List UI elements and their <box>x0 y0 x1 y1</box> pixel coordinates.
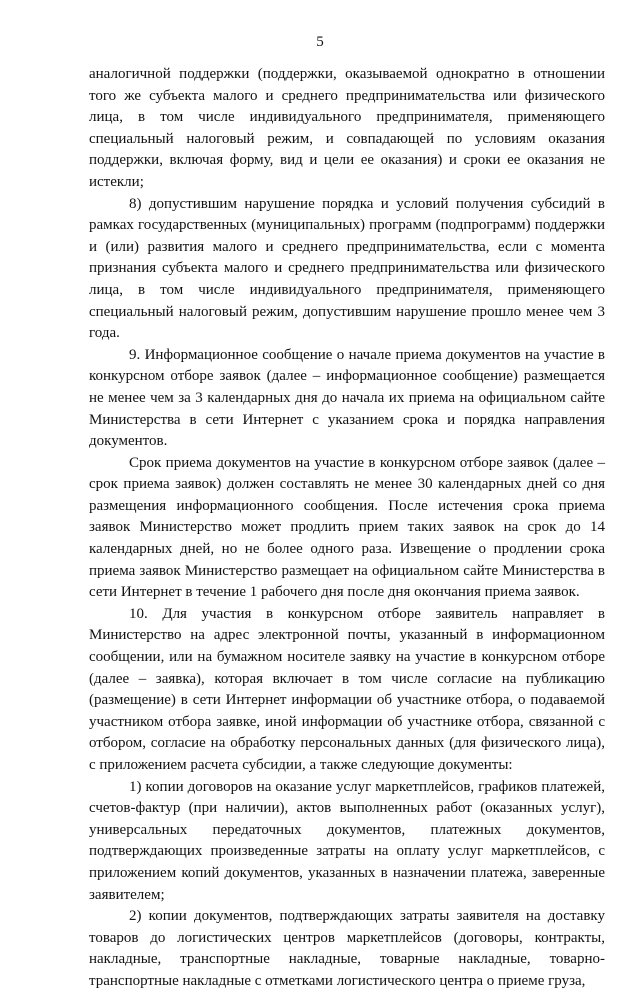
paragraph-item-8: 8) допустившим нарушение порядка и условий получения субсидий в рамках государственных (муниципальных) программ (подпрограмм) поддержки и (или) развития малого и среднего предпринимательства, если с момента признания субъекта малого и среднего предпринимательства или физического лица, в том числе индивидуального предпринимателя, применяющего специальный налоговый режим, допустившим нарушение прошло менее чем 3 года. <box>89 195 605 342</box>
paragraph-item-1: 1) копии договоров на оказание услуг маркетплейсов, графиков платежей, счетов-фактур (при наличии), актов выполненных работ (оказанных услуг), универсальных передаточных документов, платежных документов, подтверждающих произведенные затраты на оплату услуг маркетплейсов, с приложением копий документов, указанных в назначении платежа, заверенные заявителем; <box>89 778 605 903</box>
document-body <box>89 64 605 993</box>
paragraph-deadline: Срок приема документов на участие в конкурсном отборе заявок (далее – срок приема заявок) должен составлять не менее 30 календарных дней со дня размещения информационного сообщения. После истечения срока приема заявок Министерство может продлить прием таких заявок на срок до 14 календарных дней, но не более одного раза. Извещение о продлении срока приема заявок Министерство размещает на официальном сайте Министерства в сети Интернет в течение 1 рабочего дня после дня окончания приема заявок. <box>89 454 605 601</box>
page-number: 5 <box>316 34 324 50</box>
paragraph-section-10: 10. Для участия в конкурсном отборе заявитель направляет в Министерство на адрес электронной почты, указанный в информационном сообщении, или на бумажном носителе заявку на участие в конкурсном отборе (далее – заявка), которая включает в том числе согласие на публикацию (размещение) в сети Интернет информации об участнике отбора, о подаваемой участником отбора заявке, иной информации об участнике отбора, связанной с отбором, согласие на обработку персональных данных (для физического лица), с приложением расчета субсидии, а также следующие документы: <box>89 605 605 773</box>
paragraph-continuation: аналогичной поддержки (поддержки, оказываемой однократно в отношении того же субъекта малого и среднего предпринимательства или физического лица, в том числе индивидуального предпринимателя, применяющего специальный налоговый режим, и совпадающей по условиям оказания поддержки, включая форму, вид и цели ее оказания) и сроки ее оказания не истекли; <box>89 66 605 190</box>
paragraph-section-9: 9. Информационное сообщение о начале приема документов на участие в конкурсном отборе заявок (далее – информационное сообщение) размещается не менее чем за 3 календарных дня до начала их приема на официальном сайте Министерства в сети Интернет с указанием срока и порядка направления документов. <box>89 346 605 450</box>
paragraph-item-2: 2) копии документов, подтверждающих затраты заявителя на доставку товаров до логистических центров маркетплейсов (договоры, контракты, накладные, транспортные накладные, товарные накладные, товарно-транспортные накладные с отметками логистического центра о приеме груза, <box>89 908 605 989</box>
